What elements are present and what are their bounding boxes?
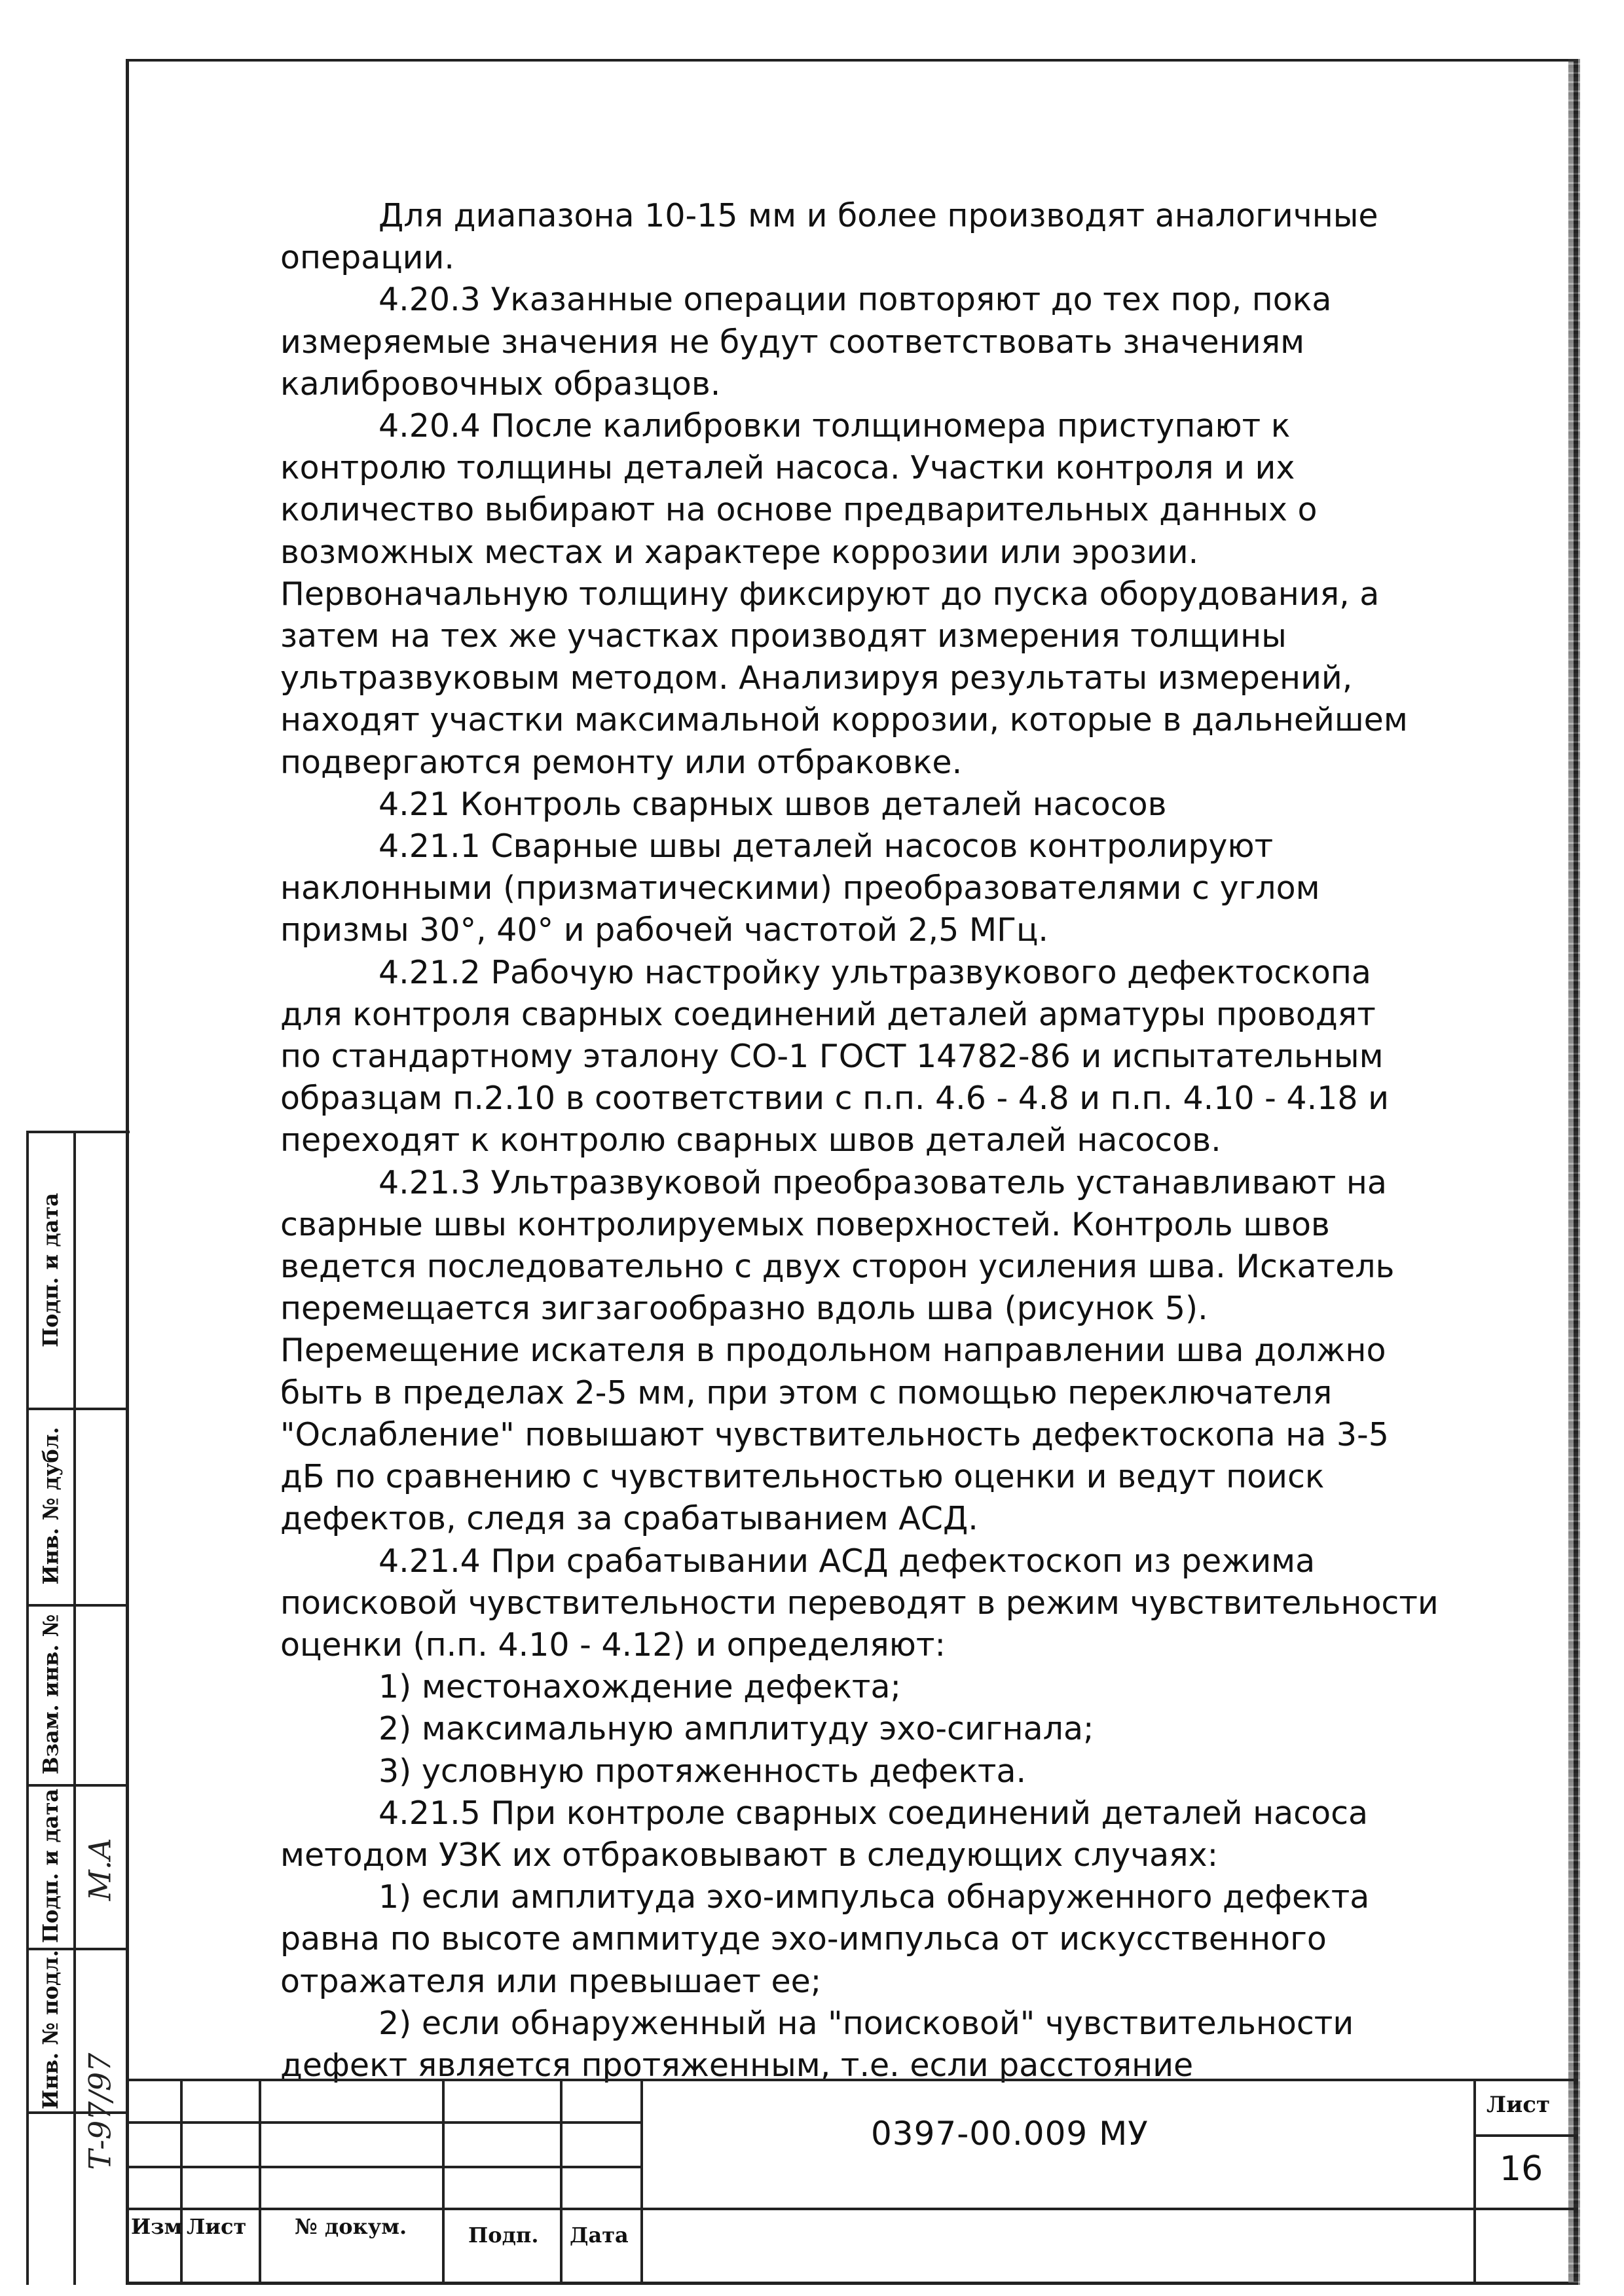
text-line: операции.: [280, 239, 454, 277]
text-line: оценки (п.п. 4.10 - 4.12) и определяют:: [280, 1626, 946, 1664]
col-doc-label: № докум.: [295, 2214, 407, 2239]
title-block-rule: [126, 2166, 643, 2168]
text-line: 4.20.4 После калибровки толщиномера приступают к: [378, 407, 1291, 445]
sheet-number: 16: [1500, 2149, 1543, 2189]
text-line: возможных местах и характере коррозии или эрозии.: [280, 533, 1199, 571]
label-podp-data-bottom: Подп. и дата: [38, 1788, 63, 1944]
handwritten-signature: М.А: [82, 1837, 117, 1901]
title-block-rule: [126, 2208, 1578, 2210]
text-line: для контроля сварных соединений деталей арматуры проводят: [280, 995, 1376, 1033]
list-item: 1) если амплитуда эхо-импульса обнаруженного дефекта: [378, 1878, 1370, 1916]
text-line: дефектов, следя за срабатыванием АСД.: [280, 1500, 978, 1538]
title-block-divider: [1473, 2079, 1476, 2285]
text-line: 4.21.1 Сварные швы деталей насосов контролируют: [378, 828, 1274, 866]
text-line: калибровочных образцов.: [280, 365, 721, 403]
text-line: переходят к контролю сварных швов деталей насосов.: [280, 1121, 1221, 1159]
text-line: дефект является протяженным, т.е. если расстояние: [280, 2046, 1194, 2084]
text-line: равна по высоте ампмитуде эхо-импульса от искусственного: [280, 1920, 1327, 1958]
section-heading: 4.21 Контроль сварных швов деталей насосов: [378, 785, 1167, 823]
text-line: Перемещение искателя в продольном направлении шва должно: [280, 1332, 1386, 1370]
text-line: наклонными (призматическими) преобразователями с углом: [280, 869, 1320, 907]
text-line: измеряемые значения не будут соответствовать значениям: [280, 323, 1305, 361]
label-vzam-inv: Взам. инв. №: [38, 1614, 64, 1774]
handwritten-inv-number: Т-97/97: [82, 2052, 118, 2170]
label-inv-dubl: Инв. № дубл.: [38, 1427, 64, 1585]
list-item: 2) если обнаруженный на "поисковой" чувствительности: [378, 2004, 1354, 2042]
text-line: количество выбирают на основе предварительных данных о: [280, 491, 1318, 529]
title-block-divider: [560, 2079, 563, 2285]
text-line: перемещается зигзагообразно вдоль шва (рисунок 5).: [280, 1290, 1208, 1328]
title-block-divider: [640, 2079, 643, 2285]
title-block-rule: [1473, 2134, 1578, 2137]
text-line: быть в пределах 2-5 мм, при этом с помощью переключателя: [280, 1374, 1333, 1412]
col-date-label: Дата: [570, 2223, 629, 2248]
text-line: 4.21.2 Рабочую настройку ультразвукового дефектоскопа: [378, 953, 1371, 991]
text-line: 4.21.5 При контроле сварных соединений деталей насоса: [378, 1794, 1369, 1832]
text-line: 4.20.3 Указанные операции повторяют до тех пор, пока: [378, 281, 1332, 319]
text-line: затем на тех же участках производят измерения толщины: [280, 617, 1287, 655]
text-line: Первоначальную толщину фиксируют до пуска оборудования, а: [280, 575, 1380, 613]
col-podp-label: Подп.: [468, 2223, 539, 2248]
text-line: 4.21.4 При срабатывании АСД дефектоскоп из режима: [378, 1542, 1316, 1580]
col-izm-label: Изм: [131, 2214, 183, 2239]
text-line: образцам п.2.10 в соответствии с п.п. 4.6 - 4.8 и п.п. 4.10 - 4.18 и: [280, 1080, 1389, 1118]
label-inv-podl: Инв. № подл.: [38, 1950, 64, 2109]
list-item: 2) максимальную амплитуду эхо-сигнала;: [378, 1710, 1094, 1748]
text-line: находят участки максимальной коррозии, которые в дальнейшем: [280, 701, 1408, 739]
list-item: 1) местонахождение дефекта;: [378, 1668, 901, 1706]
document-body: [280, 195, 1446, 2086]
text-line: методом УЗК их отбраковывают в следующих случаях:: [280, 1836, 1219, 1874]
text-line: сварные швы контролируемых поверхностей. Контроль швов: [280, 1205, 1330, 1243]
text-line: "Ослабление" повышают чувствительность дефектоскопа на 3-5: [280, 1415, 1389, 1453]
sheet-label: Лист: [1486, 2092, 1551, 2118]
list-item: 3) условную протяженность дефекта.: [378, 1752, 1027, 1790]
title-block-divider: [442, 2079, 445, 2285]
text-line: ультразвуковым методом. Анализируя результаты измерений,: [280, 659, 1353, 697]
text-line: по стандартному эталону СО-1 ГОСТ 14782-86 и испытательным: [280, 1038, 1384, 1076]
text-line: подвергаются ремонту или отбраковке.: [280, 743, 963, 781]
col-list-label: Лист: [187, 2214, 247, 2239]
label-podp-data-top: Подп. и дата: [38, 1192, 63, 1348]
title-block-divider: [180, 2079, 183, 2285]
text-line: призмы 30°, 40° и рабочей частотой 2,5 МГц.: [280, 911, 1048, 949]
title-block-top-rule: [126, 2079, 1578, 2081]
document-code: 0397-00.009 МУ: [871, 2115, 1149, 2153]
text-line: отражателя или превышает ее;: [280, 1962, 822, 2000]
text-line: Для диапазона 10-15 мм и более производят аналогичные: [378, 197, 1378, 234]
text-line: 4.21.3 Ультразвуковой преобразователь устанавливают на: [378, 1163, 1387, 1201]
text-line: ведется последовательно с двух сторон усиления шва. Искатель: [280, 1248, 1395, 1286]
text-line: контролю толщины деталей насоса. Участки контроля и их: [280, 449, 1295, 487]
text-line: поисковой чувствительности переводят в режим чувствительности: [280, 1584, 1439, 1622]
title-block-divider: [259, 2079, 261, 2285]
title-block-rule: [126, 2121, 643, 2124]
text-line: дБ по сравнению с чувствительностью оценки и ведут поиск: [280, 1458, 1325, 1496]
scan-edge: [1568, 59, 1580, 2285]
